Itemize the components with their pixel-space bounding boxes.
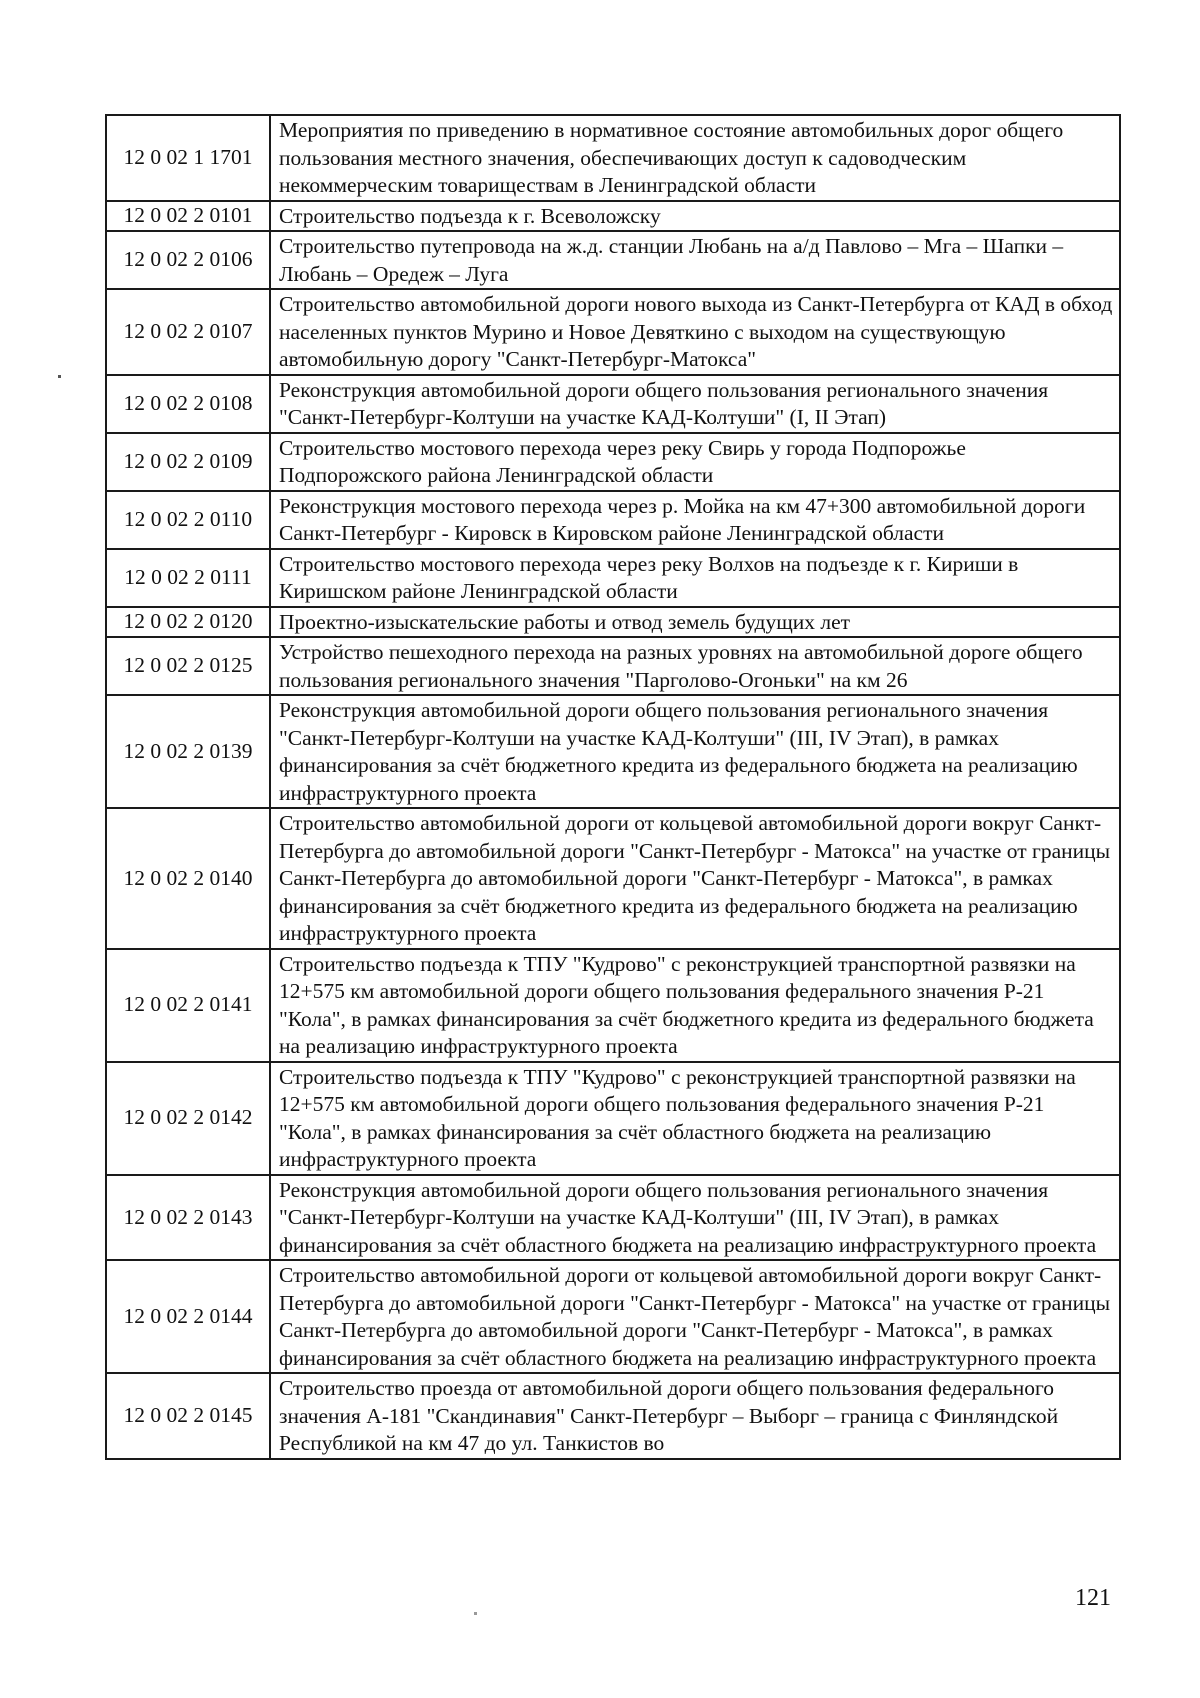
table-row [106,549,1120,607]
table-row [106,115,1120,201]
budget-code-cell: 12 0 02 2 0144 [106,1260,270,1373]
budget-code-cell: 12 0 02 2 0101 [106,201,270,232]
budget-code-cell: 12 0 02 2 0109 [106,433,270,491]
table-row [106,607,1120,638]
table-row [106,637,1120,695]
description-cell: Строительство автомобильной дороги от кольцевой автомобильной дороги вокруг Санкт-Петербурга до автомобильной дороги "Санкт-Петербург - Матокса" на участке от границы Санкт-Петербурга до автомобильной дороги "Санкт-Петербург - Матокса", в рамках финансирования за счёт областного бюджета на реализацию инфраструктурного проекта [270,1260,1120,1373]
budget-code-cell: 12 0 02 2 0111 [106,549,270,607]
budget-code-cell: 12 0 02 2 0106 [106,231,270,289]
description-cell: Строительство мостового перехода через реку Волхов на подъезде к г. Кириши в Киришском районе Ленинградской области [270,549,1120,607]
description-cell: Реконструкция мостового перехода через р. Мойка на км 47+300 автомобильной дороги Санкт-Петербург - Кировск в Кировском районе Ленинградской области [270,491,1120,549]
table-row [106,1062,1120,1175]
description-cell: Устройство пешеходного перехода на разных уровнях на автомобильной дороге общего пользования регионального значения "Парголово-Огоньки" на км 26 [270,637,1120,695]
description-cell: Строительство мостового перехода через реку Свирь у города Подпорожье Подпорожского района Ленинградской области [270,433,1120,491]
table-row [106,231,1120,289]
budget-codes-table [105,114,1121,1460]
description-cell: Строительство подъезда к г. Всеволожску [270,201,1120,232]
page-number: 121 [1075,1585,1111,1611]
scan-artifact-dot [58,375,61,378]
table-row [106,695,1120,808]
budget-code-cell: 12 0 02 1 1701 [106,115,270,201]
table-row [106,949,1120,1062]
description-cell: Строительство подъезда к ТПУ "Кудрово" с реконструкцией транспортной развязки на 12+575 км автомобильной дороги общего пользования федерального значения Р-21 "Кола", в рамках финансирования за счёт бюджетного кредита из федерального бюджета на реализацию инфраструктурного проекта [270,949,1120,1062]
table-row [106,1260,1120,1373]
table-row [106,808,1120,949]
description-cell: Строительство подъезда к ТПУ "Кудрово" с реконструкцией транспортной развязки на 12+575 км автомобильной дороги общего пользования федерального значения Р-21 "Кола", в рамках финансирования за счёт областного бюджета на реализацию инфраструктурного проекта [270,1062,1120,1175]
description-cell: Реконструкция автомобильной дороги общего пользования регионального значения "Санкт-Петербург-Колтуши на участке КАД-Колтуши" (I, II Этап) [270,375,1120,433]
budget-code-cell: 12 0 02 2 0141 [106,949,270,1062]
scan-artifact-dot [474,1612,477,1615]
budget-code-cell: 12 0 02 2 0139 [106,695,270,808]
table-row [106,433,1120,491]
description-cell: Проектно-изыскательские работы и отвод земель будущих лет [270,607,1120,638]
budget-code-cell: 12 0 02 2 0140 [106,808,270,949]
budget-code-cell: 12 0 02 2 0143 [106,1175,270,1261]
table-row [106,491,1120,549]
budget-code-cell: 12 0 02 2 0125 [106,637,270,695]
description-cell: Строительство автомобильной дороги нового выхода из Санкт-Петербурга от КАД в обход населенных пунктов Мурино и Новое Девяткино с выходом на существующую автомобильную дорогу "Санкт-Петербург-Матокса" [270,289,1120,375]
table-row [106,201,1120,232]
description-cell: Строительство проезда от автомобильной дороги общего пользования федерального значения А-181 "Скандинавия" Санкт-Петербург – Выборг – граница с Финляндской Республикой на км 47 до ул. Танкистов во [270,1373,1120,1459]
budget-code-cell: 12 0 02 2 0108 [106,375,270,433]
table-row [106,1373,1120,1459]
table-row [106,289,1120,375]
description-cell: Строительство путепровода на ж.д. станции Любань на а/д Павлово – Мга – Шапки – Любань – Оредеж – Луга [270,231,1120,289]
budget-code-cell: 12 0 02 2 0145 [106,1373,270,1459]
description-cell: Строительство автомобильной дороги от кольцевой автомобильной дороги вокруг Санкт-Петербурга до автомобильной дороги "Санкт-Петербург - Матокса" на участке от границы Санкт-Петербурга до автомобильной дороги "Санкт-Петербург - Матокса", в рамках финансирования за счёт бюджетного кредита из федерального бюджета на реализацию инфраструктурного проекта [270,808,1120,949]
budget-code-cell: 12 0 02 2 0142 [106,1062,270,1175]
budget-code-cell: 12 0 02 2 0110 [106,491,270,549]
description-cell: Мероприятия по приведению в нормативное состояние автомобильных дорог общего пользования местного значения, обеспечивающих доступ к садоводческим некоммерческим товариществам в Ленинградской области [270,115,1120,201]
budget-code-cell: 12 0 02 2 0107 [106,289,270,375]
table-body [106,115,1120,1459]
description-cell: Реконструкция автомобильной дороги общего пользования регионального значения "Санкт-Петербург-Колтуши на участке КАД-Колтуши" (III, IV Этап), в рамках финансирования за счёт областного бюджета на реализацию инфраструктурного проекта [270,1175,1120,1261]
table-row [106,375,1120,433]
budget-code-cell: 12 0 02 2 0120 [106,607,270,638]
description-cell: Реконструкция автомобильной дороги общего пользования регионального значения "Санкт-Петербург-Колтуши на участке КАД-Колтуши" (III, IV Этап), в рамках финансирования за счёт бюджетного кредита из федерального бюджета на реализацию инфраструктурного проекта [270,695,1120,808]
table-row [106,1175,1120,1261]
